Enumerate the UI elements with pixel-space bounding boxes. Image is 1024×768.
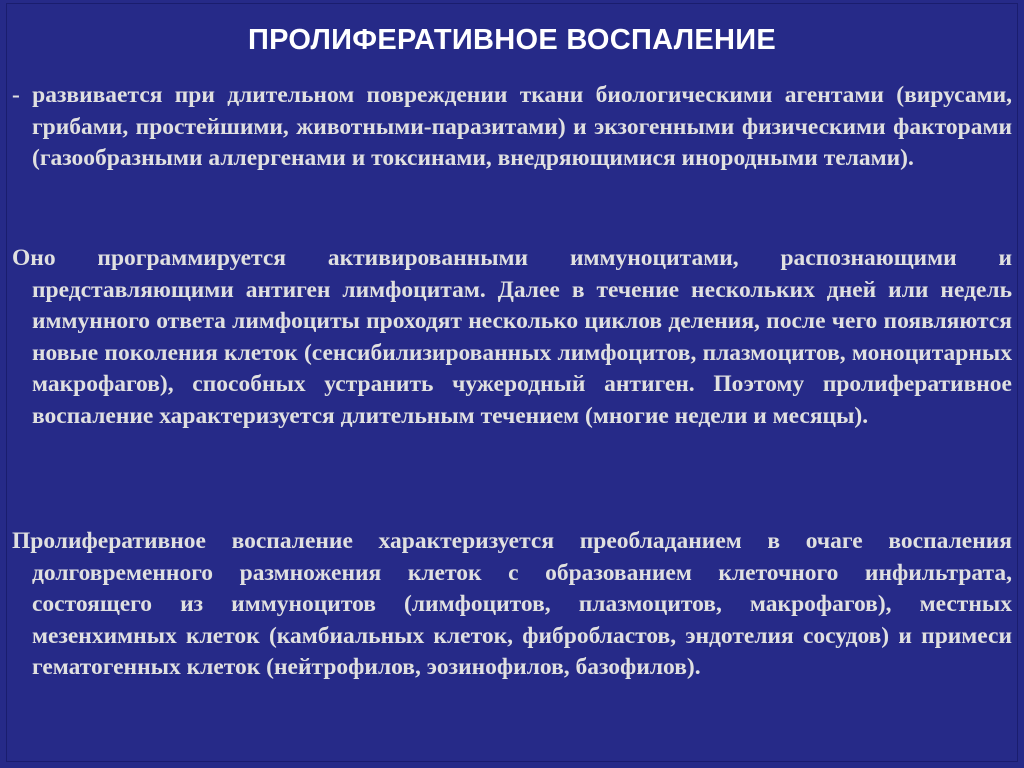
slide-title: ПРОЛИФЕРАТИВНОЕ ВОСПАЛЕНИЕ (247, 24, 777, 56)
paragraph-mechanism: Оно программируется активированными иммуноцитами, распознающими и представляющими антиген лимфоцитам. Далее в течение нескольких дней или недель иммунного ответа лимфоциты проходят несколько циклов деления, после чего появляются новые поколения клеток (сенсибилизированных лимфоцитов, плазмоцитов, моноцитарных макрофагов), способных устранить чужеродный антиген. Поэтому пролиферативное воспаление характеризуется длительным течением (многие недели и месяцы). (12, 245, 1012, 429)
paragraph-definition: - развивается при длительном повреждении ткани биологическими агентами (вирусами, грибами, простейшими, животными-паразитами) и экзогенными физическими факторами (газообразными аллергенами и токсинами, внедряющимися инородными телами). (12, 82, 1012, 172)
paragraph-characteristics: Пролиферативное воспаление характеризуется преобладанием в очаге воспаления долговременного размножения клеток с образованием клеточного инфильтрата, состоящего из иммуноцитов (лимфоцитов, плазмоцитов, макрофагов), местных мезенхимных клеток (камбиальных клеток, фибробластов, эндотелия сосудов) и примеси гематогенных клеток (нейтрофилов, эозинофилов, базофилов). (12, 528, 1012, 681)
